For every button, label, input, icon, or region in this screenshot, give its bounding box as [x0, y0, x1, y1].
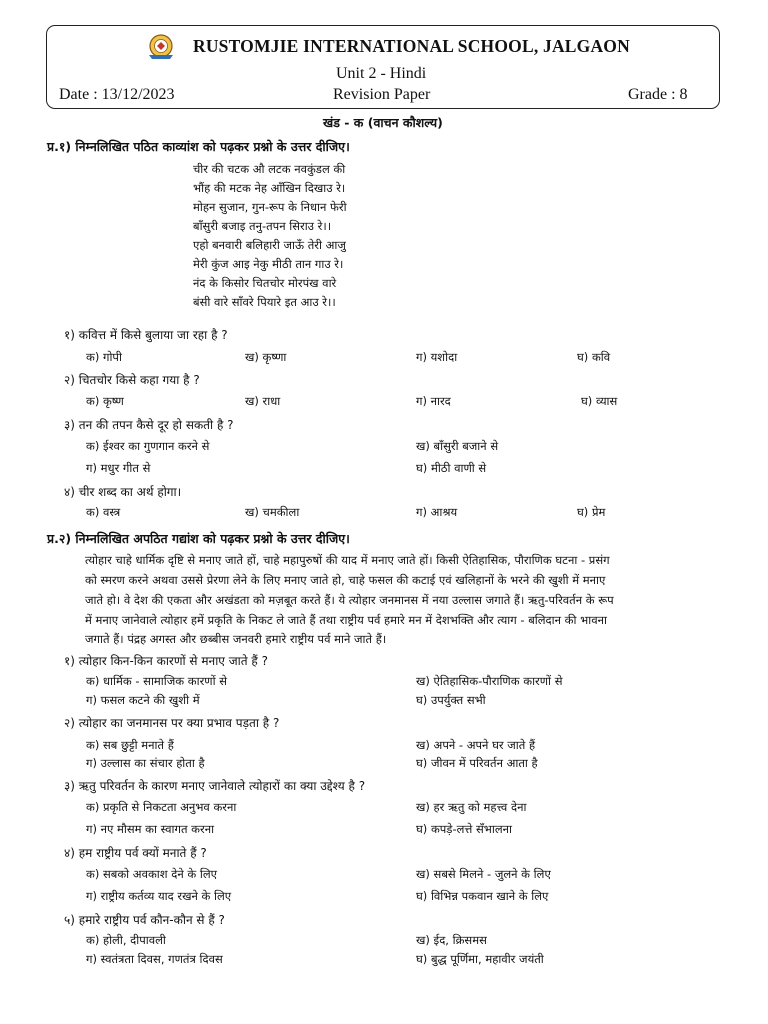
q1-heading: प्र.१) निम्नलिखित पठित काव्यांश को पढ़कर प्रश्नो के उत्तर दीजिए। — [47, 139, 350, 154]
option-ka: क) कृष्ण — [86, 394, 124, 408]
option-gha: घ) कवि — [577, 350, 611, 364]
option-ga: ग) आश्रय — [416, 505, 458, 519]
option-ka: क) वस्त्र — [86, 505, 121, 519]
option-ka: क) सब छुट्टी मनाते हैं — [86, 738, 174, 752]
option-kha: ख) सबसे मिलने - जुलने के लिए — [416, 867, 551, 881]
option-ka: क) धार्मिक - सामाजिक कारणों से — [86, 674, 228, 688]
poem-line: भौंह की मटक नेह आँखिन दिखाउ रे। — [193, 181, 346, 195]
poem-line: बंसी वारे साँवरे पियारे इत आउ रे।। — [193, 295, 336, 309]
q2-heading: प्र.२) निम्नलिखित अपठित गद्यांश को पढ़कर प्रश्नो के उत्तर दीजिए। — [47, 531, 350, 546]
option-kha: ख) ऐतिहासिक-पौराणिक कारणों से — [416, 674, 563, 688]
option-kha: ख) अपने - अपने घर जाते हैं — [416, 738, 536, 752]
poem-line: एहो बनवारी बलिहारी जाऊँ तेरी आजु — [193, 238, 346, 252]
option-ka: क) गोपी — [86, 350, 122, 364]
section-title: खंड - क (वाचन कौशल्य) — [323, 115, 443, 130]
paragraph-line: त्योहार चाहे धार्मिक दृष्टि से मनाए जाते हों, चाहे महापुरुषों की याद में मनाए जाते हों। किसी ऐतिहासिक, पौराणिक घटना - प्रसंग — [85, 553, 610, 567]
option-ka: क) होली, दीपावली — [86, 933, 166, 947]
option-kha: ख) हर ऋतु को महत्त्व देना — [416, 800, 527, 814]
option-kha: ख) कृष्णा — [245, 350, 287, 364]
paper-title: Revision Paper — [333, 86, 431, 103]
option-ka: क) ईश्वर का गुणगान करने से — [86, 439, 210, 453]
option-gha: घ) उपर्युक्त सभी — [416, 693, 486, 707]
school-name: RUSTOMJIE INTERNATIONAL SCHOOL, JALGAON — [193, 36, 630, 56]
option-gha: घ) जीवन में परिवर्तन आता है — [416, 756, 538, 770]
option-ga: ग) स्वतंत्रता दिवस, गणतंत्र दिवस — [86, 952, 223, 966]
poem-line: मेरी कुंज आइ नेकु मीठी तान गाउ रे। — [193, 257, 344, 271]
date-label: Date : 13/12/2023 — [59, 86, 175, 103]
poem-line: बाँसुरी बजाइ तनु-तपन सिराउ रे।। — [193, 219, 332, 233]
school-logo-icon — [146, 33, 176, 61]
paragraph-line: जाते हो। वे देश की एकता और अखंडता को मज़बूत करते हैं। ये त्योहार जनमानस में नया उल्लास जगाते हैं। ऋतु-परिवर्तन के रूप — [85, 593, 614, 607]
question-text: २) चितचोर किसे कहा गया है ? — [64, 373, 200, 387]
option-ga: ग) नए मौसम का स्वागत करना — [86, 822, 215, 836]
poem-line: नंद के किसोर चितचोर मोरपंख वारे — [193, 276, 337, 290]
option-kha: ख) राधा — [245, 394, 281, 408]
option-ka: क) सबको अवकाश देने के लिए — [86, 867, 218, 881]
question-text: ५) हमारे राष्ट्रीय पर्व कौन-कौन से हैं ? — [64, 913, 225, 927]
question-text: १) कवित्त में किसे बुलाया जा रहा है ? — [64, 328, 228, 342]
option-kha: ख) चमकीला — [245, 505, 300, 519]
option-ga: ग) यशोदा — [416, 350, 458, 364]
option-gha: घ) बुद्ध पूर्णिमा, महावीर जयंती — [416, 952, 544, 966]
question-text: २) त्योहार का जनमानस पर क्या प्रभाव पड़ता है ? — [64, 716, 280, 730]
option-gha: घ) विभिन्न पकवान खाने के लिए — [416, 889, 549, 903]
question-text: ४) हम राष्ट्रीय पर्व क्यों मनाते हैं ? — [64, 846, 207, 860]
poem-line: चीर की चटक औ लटक नवकुंडल की — [193, 162, 346, 176]
paragraph-line: जगाते हैं। पंद्रह अगस्त और छब्बीस जनवरी हमारे राष्ट्रीय पर्व माने जाते हैं। — [85, 632, 387, 646]
question-text: १) त्योहार किन-किन कारणों से मनाए जाते हैं ? — [64, 654, 268, 668]
option-ga: ग) राष्ट्रीय कर्तव्य याद रखने के लिए — [86, 889, 232, 903]
option-gha: घ) व्यास — [581, 394, 618, 408]
poem-line: मोहन सुजान, गुन-रूप के निधान फेरी — [193, 200, 347, 214]
option-ga: ग) मधुर गीत से — [86, 461, 151, 475]
paragraph-line: में मनाए जानेवाले त्योहार हमें प्रकृति के निकट ले जाते हैं तथा राष्ट्रीय पर्व हमारे मन में देशभक्ति और त्याग - बलिदान की भावना — [85, 613, 607, 627]
question-text: ४) चीर शब्द का अर्थ होगा। — [64, 485, 182, 499]
option-gha: घ) प्रेम — [577, 505, 606, 519]
option-kha: ख) ईद, क्रिसमस — [416, 933, 487, 947]
option-ka: क) प्रकृति से निकटता अनुभव करना — [86, 800, 237, 814]
option-ga: ग) नारद — [416, 394, 451, 408]
unit-label: Unit 2 - Hindi — [336, 65, 427, 82]
option-ga: ग) फसल कटने की खुशी में — [86, 693, 200, 707]
paragraph-line: को स्मरण करने अथवा उससे प्रेरणा लेने के लिए मनाए जाते हो, चाहे फसल की कटाई एवं खलिहानों के भरने की खुशी में मनाए — [85, 573, 606, 587]
option-kha: ख) बाँसुरी बजाने से — [416, 439, 499, 453]
option-ga: ग) उल्लास का संचार होता है — [86, 756, 205, 770]
grade-label: Grade : 8 — [628, 86, 688, 103]
option-gha: घ) मीठी वाणी से — [416, 461, 487, 475]
question-text: ३) ऋतु परिवर्तन के कारण मनाए जानेवाले त्योहारों का क्या उद्देश्य है ? — [64, 779, 366, 793]
option-gha: घ) कपड़े-लत्ते सँभालना — [416, 822, 512, 836]
question-text: ३) तन की तपन कैसे दूर हो सकती है ? — [64, 418, 234, 432]
